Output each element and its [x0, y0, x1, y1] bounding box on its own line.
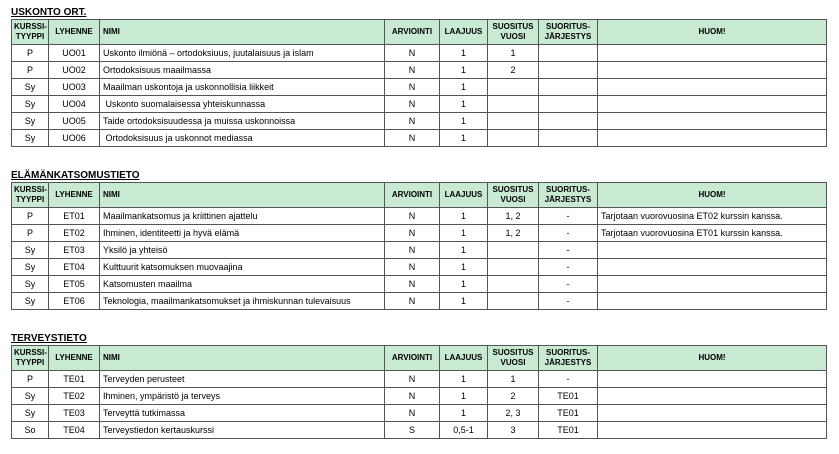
cell-kurssityyppi: Sy	[12, 130, 49, 147]
cell-nimi: Terveystiedon kertauskurssi	[100, 422, 385, 439]
cell-lyhenne: ET01	[49, 208, 100, 225]
cell-lyhenne: UO05	[49, 113, 100, 130]
cell-suoritusjarjestys: -	[539, 208, 598, 225]
table-row	[12, 113, 827, 130]
header-kurssityyppi: KURSSI- TYYPPI	[12, 346, 49, 371]
cell-laajuus: 1	[440, 259, 488, 276]
cell-lyhenne: ET02	[49, 225, 100, 242]
cell-lyhenne: UO06	[49, 130, 100, 147]
cell-arviointi: N	[385, 130, 440, 147]
cell-suositus-vuosi	[488, 242, 539, 259]
cell-lyhenne: UO01	[49, 45, 100, 62]
cell-huom: Tarjotaan vuorovuosina ET02 kurssin kanssa.	[598, 208, 827, 225]
cell-lyhenne: ET04	[49, 259, 100, 276]
cell-laajuus: 0,5-1	[440, 422, 488, 439]
table-row	[12, 422, 827, 439]
cell-kurssityyppi: P	[12, 371, 49, 388]
cell-huom	[598, 371, 827, 388]
header-suoritusjarjestys: SUORITUS- JÄRJESTYS	[539, 183, 598, 208]
section-elamankatsomustieto	[11, 169, 826, 310]
cell-arviointi: N	[385, 371, 440, 388]
cell-nimi: Uskonto suomalaisessa yhteiskunnassa	[100, 96, 385, 113]
table-row	[12, 225, 827, 242]
section-title: USKONTO ORT.	[11, 7, 87, 18]
header-nimi: NIMI	[100, 20, 385, 45]
cell-lyhenne: ET03	[49, 242, 100, 259]
cell-nimi: Maailman uskontoja ja uskonnollisia liikkeit	[100, 79, 385, 96]
cell-suositus-vuosi: 2, 3	[488, 405, 539, 422]
cell-huom	[598, 113, 827, 130]
cell-suositus-vuosi	[488, 259, 539, 276]
course-table	[11, 19, 827, 147]
cell-arviointi: N	[385, 225, 440, 242]
cell-kurssityyppi: P	[12, 225, 49, 242]
cell-suoritusjarjestys: -	[539, 242, 598, 259]
header-arviointi: ARVIOINTI	[385, 346, 440, 371]
table-row	[12, 388, 827, 405]
cell-kurssityyppi: Sy	[12, 242, 49, 259]
cell-suositus-vuosi	[488, 113, 539, 130]
cell-kurssityyppi: Sy	[12, 293, 49, 310]
header-suositus-vuosi: SUOSITUS VUOSI	[488, 20, 539, 45]
table-row	[12, 62, 827, 79]
cell-suoritusjarjestys	[539, 96, 598, 113]
cell-lyhenne: TE03	[49, 405, 100, 422]
cell-nimi: Ortodoksisuus maailmassa	[100, 62, 385, 79]
table-row	[12, 242, 827, 259]
cell-arviointi: N	[385, 405, 440, 422]
cell-nimi: Teknologia, maailmankatsomukset ja ihmiskunnan tulevaisuus	[100, 293, 385, 310]
cell-suoritusjarjestys: -	[539, 225, 598, 242]
cell-arviointi: N	[385, 62, 440, 79]
table-header-row	[12, 346, 827, 371]
cell-nimi: Uskonto ilmiönä – ortodoksiuus, juutalaisuus ja islam	[100, 45, 385, 62]
cell-lyhenne: TE01	[49, 371, 100, 388]
cell-kurssityyppi: Sy	[12, 113, 49, 130]
table-row	[12, 96, 827, 113]
cell-arviointi: N	[385, 388, 440, 405]
cell-suositus-vuosi	[488, 276, 539, 293]
cell-kurssityyppi: P	[12, 45, 49, 62]
cell-laajuus: 1	[440, 45, 488, 62]
table-row	[12, 276, 827, 293]
header-huom: HUOM!	[598, 183, 827, 208]
cell-arviointi: N	[385, 96, 440, 113]
table-header-row	[12, 20, 827, 45]
header-laajuus: LAAJUUS	[440, 20, 488, 45]
header-suositus-vuosi: SUOSITUS VUOSI	[488, 346, 539, 371]
cell-arviointi: N	[385, 208, 440, 225]
cell-suoritusjarjestys	[539, 130, 598, 147]
cell-lyhenne: UO04	[49, 96, 100, 113]
cell-arviointi: N	[385, 276, 440, 293]
header-suoritusjarjestys: SUORITUS- JÄRJESTYS	[539, 346, 598, 371]
cell-nimi: Kulttuurit katsomuksen muovaajina	[100, 259, 385, 276]
header-kurssityyppi: KURSSI- TYYPPI	[12, 20, 49, 45]
table-row	[12, 45, 827, 62]
header-arviointi: ARVIOINTI	[385, 183, 440, 208]
cell-kurssityyppi: Sy	[12, 405, 49, 422]
cell-suoritusjarjestys	[539, 113, 598, 130]
cell-lyhenne: TE02	[49, 388, 100, 405]
cell-arviointi: N	[385, 45, 440, 62]
cell-suoritusjarjestys: -	[539, 276, 598, 293]
header-kurssityyppi: KURSSI- TYYPPI	[12, 183, 49, 208]
cell-suositus-vuosi	[488, 79, 539, 96]
cell-nimi: Maailmankatsomus ja kriittinen ajattelu	[100, 208, 385, 225]
header-suositus-vuosi: SUOSITUS VUOSI	[488, 183, 539, 208]
cell-suositus-vuosi: 1, 2	[488, 225, 539, 242]
section-terveystieto	[11, 332, 826, 439]
cell-suositus-vuosi	[488, 96, 539, 113]
header-nimi: NIMI	[100, 346, 385, 371]
table-row	[12, 79, 827, 96]
section-title: ELÄMÄNKATSOMUSTIETO	[11, 170, 140, 181]
table-row	[12, 259, 827, 276]
cell-huom	[598, 388, 827, 405]
cell-laajuus: 1	[440, 405, 488, 422]
cell-suositus-vuosi: 2	[488, 62, 539, 79]
cell-laajuus: 1	[440, 276, 488, 293]
cell-suoritusjarjestys: -	[539, 259, 598, 276]
cell-suositus-vuosi	[488, 293, 539, 310]
cell-nimi: Katsomusten maailma	[100, 276, 385, 293]
header-lyhenne: LYHENNE	[49, 20, 100, 45]
cell-huom	[598, 45, 827, 62]
cell-lyhenne: ET05	[49, 276, 100, 293]
cell-suoritusjarjestys: TE01	[539, 405, 598, 422]
cell-kurssityyppi: Sy	[12, 388, 49, 405]
course-table	[11, 345, 827, 439]
cell-lyhenne: ET06	[49, 293, 100, 310]
cell-huom	[598, 62, 827, 79]
header-lyhenne: LYHENNE	[49, 346, 100, 371]
cell-kurssityyppi: Sy	[12, 259, 49, 276]
cell-nimi: Ihminen, ympäristö ja terveys	[100, 388, 385, 405]
cell-suoritusjarjestys	[539, 79, 598, 96]
cell-lyhenne: UO03	[49, 79, 100, 96]
header-laajuus: LAAJUUS	[440, 183, 488, 208]
cell-lyhenne: TE04	[49, 422, 100, 439]
cell-huom	[598, 276, 827, 293]
cell-suositus-vuosi: 2	[488, 388, 539, 405]
cell-huom	[598, 422, 827, 439]
cell-suoritusjarjestys: TE01	[539, 422, 598, 439]
cell-lyhenne: UO02	[49, 62, 100, 79]
table-row	[12, 371, 827, 388]
cell-suositus-vuosi: 3	[488, 422, 539, 439]
cell-nimi: Ihminen, identiteetti ja hyvä elämä	[100, 225, 385, 242]
cell-huom	[598, 405, 827, 422]
header-suoritusjarjestys: SUORITUS- JÄRJESTYS	[539, 20, 598, 45]
cell-laajuus: 1	[440, 371, 488, 388]
cell-laajuus: 1	[440, 62, 488, 79]
cell-kurssityyppi: Sy	[12, 276, 49, 293]
cell-huom	[598, 242, 827, 259]
cell-laajuus: 1	[440, 113, 488, 130]
cell-suositus-vuosi: 1	[488, 371, 539, 388]
cell-laajuus: 1	[440, 388, 488, 405]
cell-nimi: Ortodoksisuus ja uskonnot mediassa	[100, 130, 385, 147]
table-row	[12, 293, 827, 310]
section-title: TERVEYSTIETO	[11, 333, 87, 344]
cell-suositus-vuosi: 1, 2	[488, 208, 539, 225]
cell-suoritusjarjestys: -	[539, 293, 598, 310]
cell-laajuus: 1	[440, 130, 488, 147]
cell-nimi: Yksilö ja yhteisö	[100, 242, 385, 259]
cell-laajuus: 1	[440, 79, 488, 96]
cell-arviointi: N	[385, 79, 440, 96]
cell-arviointi: N	[385, 293, 440, 310]
cell-laajuus: 1	[440, 242, 488, 259]
cell-arviointi: N	[385, 259, 440, 276]
cell-nimi: Taide ortodoksisuudessa ja muissa uskonnoissa	[100, 113, 385, 130]
table-row	[12, 405, 827, 422]
cell-arviointi: N	[385, 242, 440, 259]
course-table	[11, 182, 827, 310]
cell-kurssityyppi: P	[12, 62, 49, 79]
header-huom: HUOM!	[598, 20, 827, 45]
cell-kurssityyppi: P	[12, 208, 49, 225]
cell-laajuus: 1	[440, 208, 488, 225]
cell-kurssityyppi: Sy	[12, 79, 49, 96]
header-huom: HUOM!	[598, 346, 827, 371]
cell-suositus-vuosi: 1	[488, 45, 539, 62]
cell-suoritusjarjestys	[539, 45, 598, 62]
cell-arviointi: N	[385, 113, 440, 130]
section-uskonto	[11, 6, 826, 147]
table-row	[12, 130, 827, 147]
header-lyhenne: LYHENNE	[49, 183, 100, 208]
header-arviointi: ARVIOINTI	[385, 20, 440, 45]
cell-suoritusjarjestys: TE01	[539, 388, 598, 405]
cell-kurssityyppi: Sy	[12, 96, 49, 113]
cell-suositus-vuosi	[488, 130, 539, 147]
cell-nimi: Terveyttä tutkimassa	[100, 405, 385, 422]
cell-laajuus: 1	[440, 96, 488, 113]
cell-huom	[598, 79, 827, 96]
cell-laajuus: 1	[440, 293, 488, 310]
table-header-row	[12, 183, 827, 208]
cell-huom	[598, 293, 827, 310]
cell-huom	[598, 96, 827, 113]
cell-huom: Tarjotaan vuorovuosina ET01 kurssin kanssa.	[598, 225, 827, 242]
cell-nimi: Terveyden perusteet	[100, 371, 385, 388]
header-nimi: NIMI	[100, 183, 385, 208]
cell-suoritusjarjestys	[539, 62, 598, 79]
cell-laajuus: 1	[440, 225, 488, 242]
header-laajuus: LAAJUUS	[440, 346, 488, 371]
cell-huom	[598, 259, 827, 276]
cell-arviointi: S	[385, 422, 440, 439]
cell-suoritusjarjestys: -	[539, 371, 598, 388]
cell-kurssityyppi: So	[12, 422, 49, 439]
table-row	[12, 208, 827, 225]
cell-huom	[598, 130, 827, 147]
